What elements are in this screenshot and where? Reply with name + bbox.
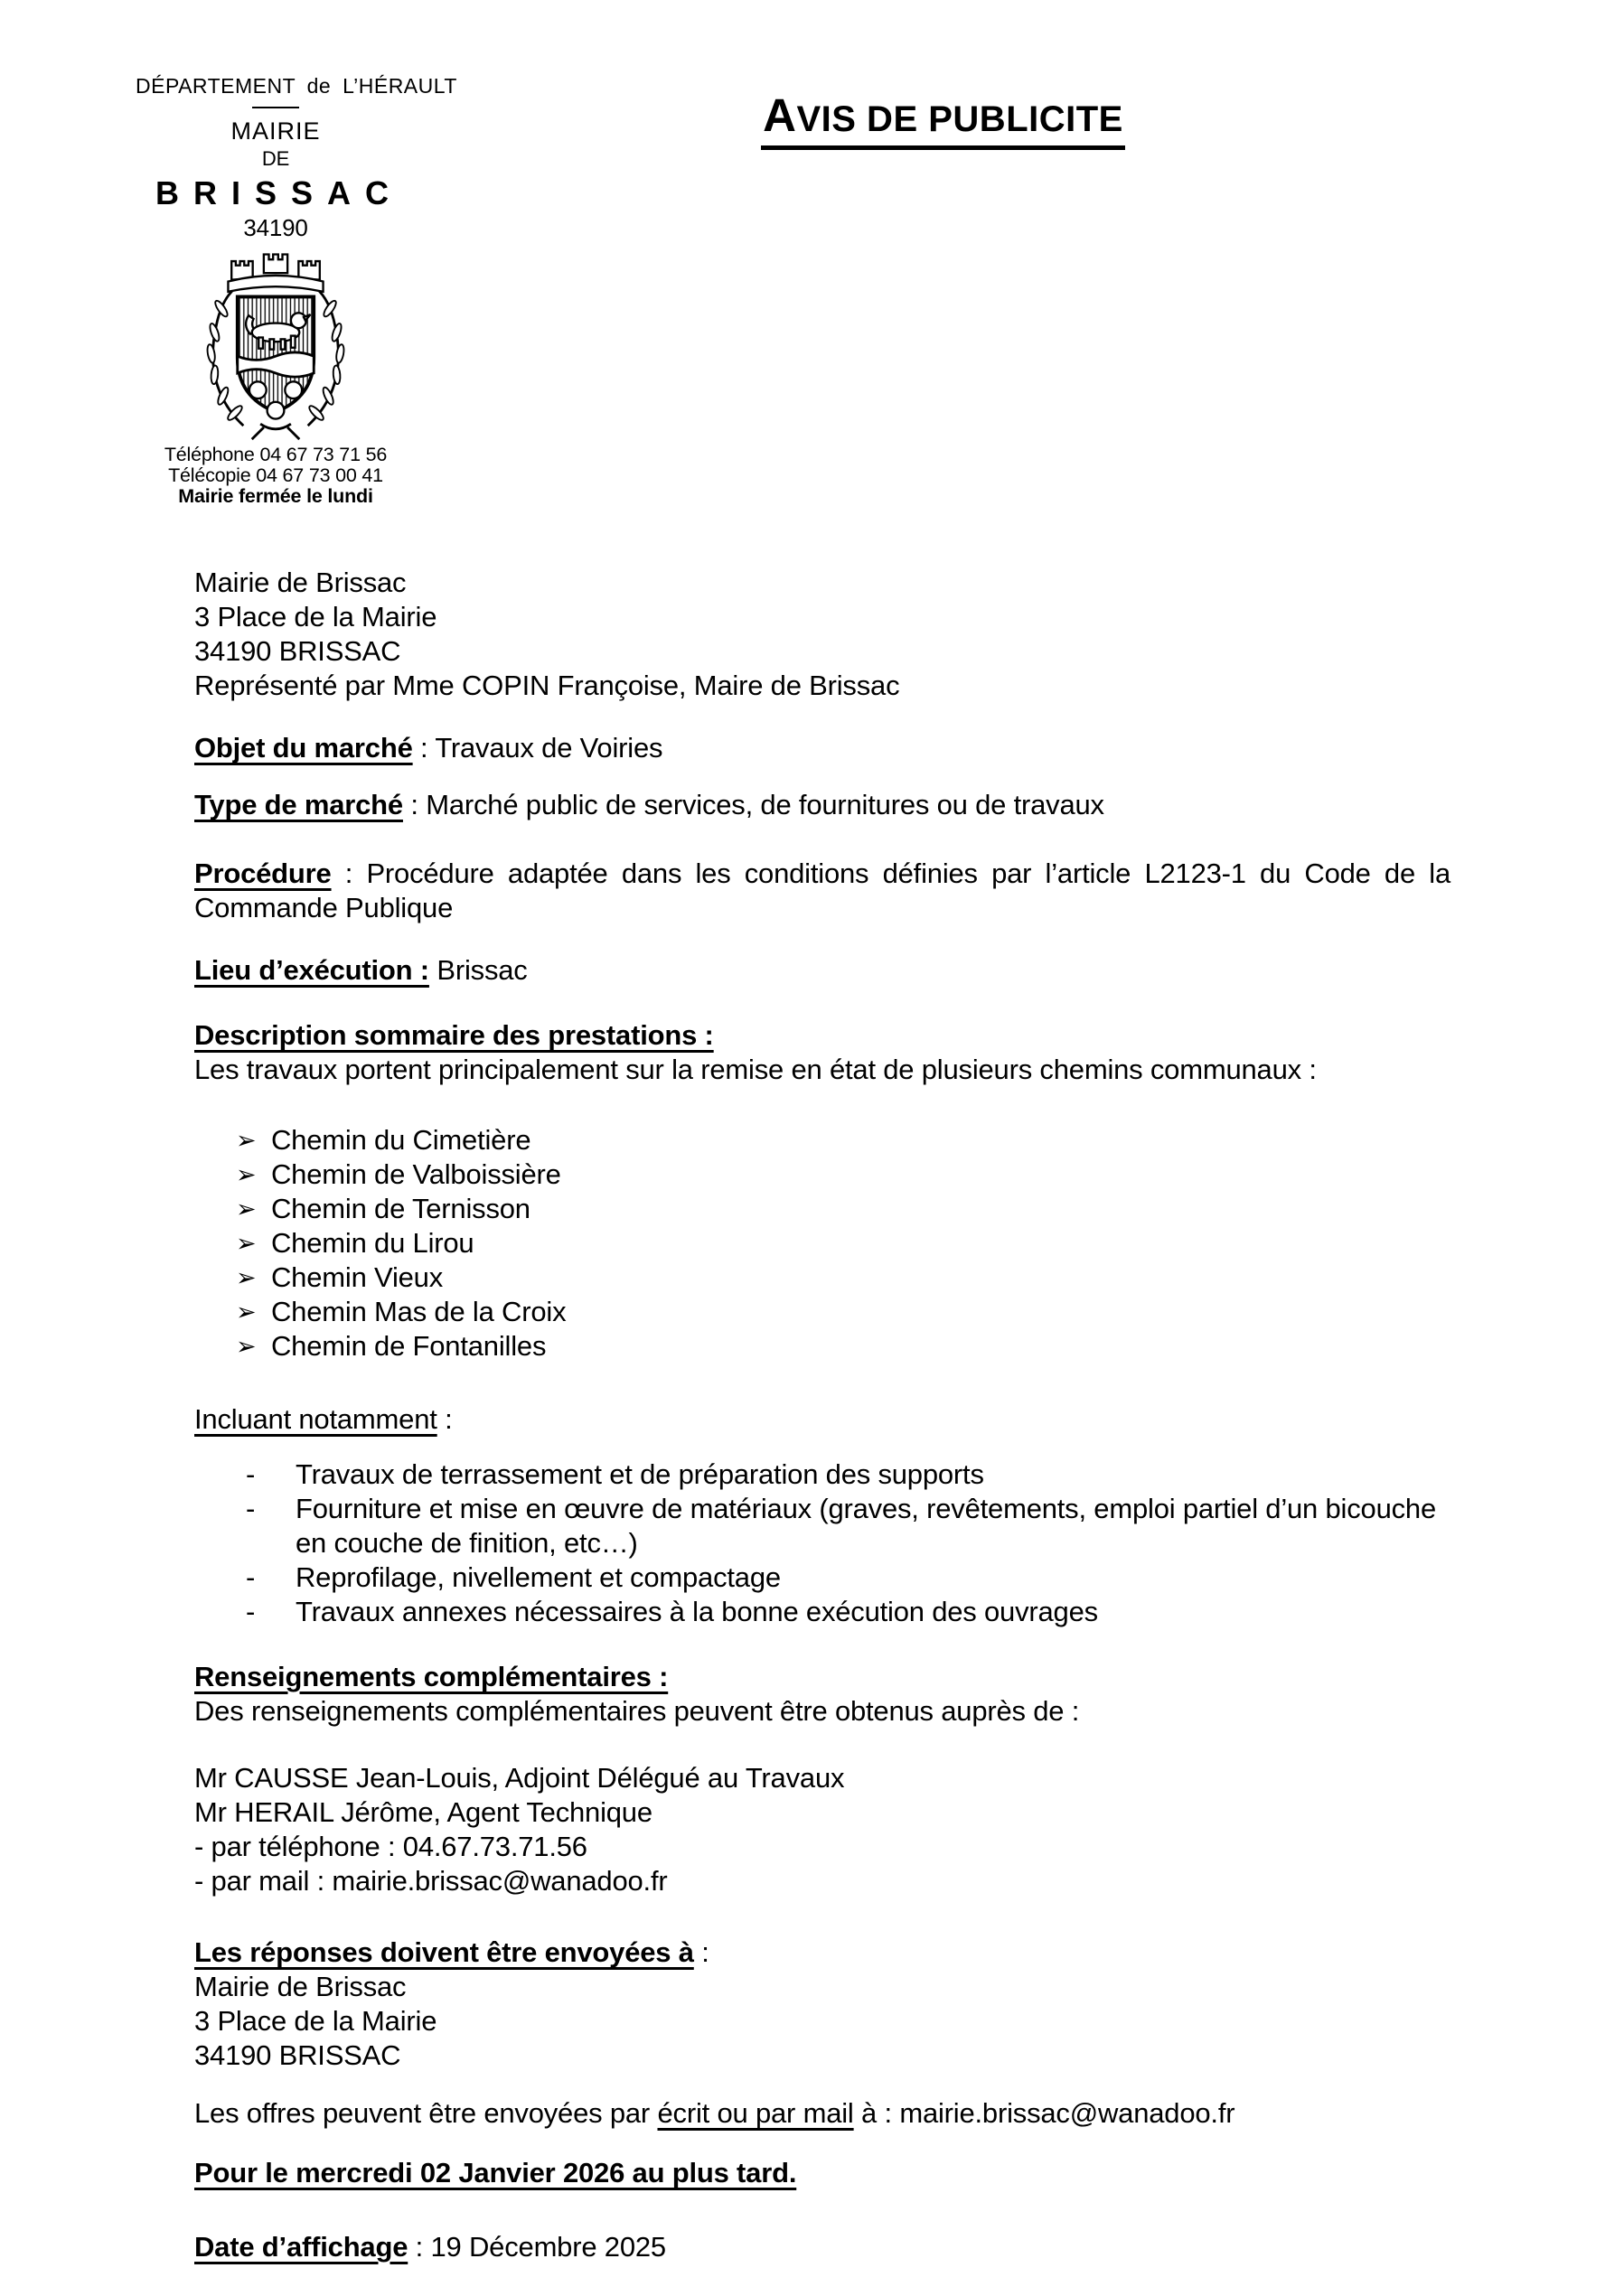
- issuer-address-block: [194, 566, 1450, 703]
- contact-line: Mr HERAIL Jérôme, Agent Technique: [194, 1796, 652, 1828]
- procedure-label: Procédure: [194, 857, 332, 889]
- list-item: [194, 1123, 1450, 1157]
- description-intro: Les travaux portent principalement sur la remise en état de plusieurs chemins communaux :: [194, 1054, 1317, 1085]
- list-item: [194, 1295, 1450, 1329]
- list-item: [194, 1595, 1450, 1629]
- reponse-address-line: 34190 BRISSAC: [194, 2039, 401, 2071]
- incluant-heading: Incluant notamment: [194, 1403, 437, 1435]
- chemin-name: Chemin Vieux: [271, 1261, 444, 1293]
- chemin-name: Chemin de Valboissière: [271, 1158, 561, 1190]
- deadline-text: Pour le mercredi 02 Janvier 2026 au plus tard.: [194, 2157, 797, 2188]
- chemin-name: Chemin de Ternisson: [271, 1193, 530, 1224]
- phone-line: Téléphone 04 67 73 71 56: [164, 444, 388, 465]
- issuer-line: Mairie de Brissac: [194, 567, 407, 598]
- contact-lines: [136, 445, 416, 507]
- arrow-bullet-icon: ➢: [236, 1161, 257, 1188]
- chemin-name: Chemin de Fontanilles: [271, 1330, 547, 1362]
- list-item: [194, 1157, 1450, 1192]
- list-item: [194, 1457, 1450, 1492]
- reponses-colon: :: [693, 1936, 709, 1968]
- deadline-line: [194, 2156, 1450, 2190]
- mairie-word: MAIRIE: [230, 117, 321, 145]
- renseignements-intro: Des renseignements complémentaires peuvent être obtenus auprès de :: [194, 1695, 1080, 1727]
- commune-letterhead-block: [136, 74, 457, 507]
- list-item: [194, 1329, 1450, 1364]
- list-item: [194, 1192, 1450, 1226]
- issuer-line: Représenté par Mme COPIN Françoise, Maire de Brissac: [194, 670, 900, 701]
- offres-sentence: [194, 2096, 1450, 2131]
- chemin-name: Chemin du Cimetière: [271, 1124, 531, 1156]
- prestation-text: Fourniture et mise en œuvre de matériaux (graves, revêtements, emploi partiel d’un bicouche en couche de finition, etc…): [296, 1493, 1437, 1559]
- objet-section: [194, 731, 1450, 765]
- procedure-value: Procédure adaptée dans les conditions définies par l’article L2123-1 du Code de la Commande Publique: [194, 857, 1450, 923]
- affichage-line: [194, 2230, 1450, 2264]
- closed-notice: Mairie fermée le lundi: [178, 485, 373, 507]
- offres-prefix: Les offres peuvent être envoyées par: [194, 2097, 658, 2129]
- chemins-list: [194, 1123, 1450, 1364]
- procedure-section: [194, 857, 1450, 925]
- document-body: [0, 566, 1624, 2264]
- title-initial: A: [763, 89, 797, 141]
- prestation-text: Travaux de terrassement et de préparation des supports: [296, 1458, 984, 1490]
- dash-bullet-icon: -: [246, 1596, 256, 1627]
- contact-phone-line: - par téléphone : 04.67.73.71.56: [194, 1831, 587, 1862]
- incluant-section: [194, 1402, 1450, 1629]
- reponses-section: [194, 1935, 1450, 2073]
- arrow-bullet-icon: ➢: [236, 1298, 257, 1326]
- contact-line: Mr CAUSSE Jean-Louis, Adjoint Délégué au Travaux: [194, 1762, 845, 1794]
- arrow-bullet-icon: ➢: [236, 1230, 257, 1257]
- reponses-heading: Les réponses doivent être envoyées à: [194, 1936, 694, 1968]
- description-heading: Description sommaire des prestations :: [194, 1019, 714, 1051]
- chemin-name: Chemin Mas de la Croix: [271, 1296, 567, 1327]
- issuer-line: 3 Place de la Mairie: [194, 601, 437, 633]
- renseignements-section: [194, 1660, 1450, 1898]
- arrow-bullet-icon: ➢: [236, 1127, 257, 1154]
- contacts-block: [194, 1761, 1450, 1898]
- dash-bullet-icon: -: [246, 1458, 256, 1490]
- affichage-separator: :: [408, 2231, 431, 2263]
- contact-email-line: - par mail : mairie.brissac@wanadoo.fr: [194, 1865, 668, 1897]
- department-name: DÉPARTEMENT de L’HÉRAULT: [136, 74, 457, 98]
- prestations-list: [194, 1457, 1450, 1629]
- type-value: Marché public de services, de fournitures ou de travaux: [426, 789, 1104, 820]
- reponse-address-line: Mairie de Brissac: [194, 1971, 407, 2002]
- list-item: [194, 1492, 1450, 1560]
- fax-line: Télécopie 04 67 73 00 41: [168, 464, 383, 486]
- renseignements-heading: Renseignements complémentaires :: [194, 1661, 669, 1692]
- arrow-bullet-icon: ➢: [236, 1195, 257, 1223]
- list-item: [194, 1560, 1450, 1595]
- page-title: [761, 90, 1125, 150]
- objet-value: Travaux de Voiries: [435, 732, 663, 764]
- dash-bullet-icon: -: [246, 1493, 256, 1524]
- offres-suffix: à : mairie.brissac@wanadoo.fr: [853, 2097, 1235, 2129]
- reponse-address-line: 3 Place de la Mairie: [194, 2005, 437, 2037]
- procedure-separator: :: [331, 857, 367, 889]
- commune-name: BRISSAC: [155, 174, 404, 211]
- lieu-value: Brissac: [437, 954, 528, 986]
- title-block: [416, 74, 1470, 150]
- prestation-text: Travaux annexes nécessaires à la bonne exécution des ouvrages: [296, 1596, 1098, 1627]
- arrow-bullet-icon: ➢: [236, 1264, 257, 1291]
- issuer-line: 34190 BRISSAC: [194, 635, 401, 667]
- offres-underlined: écrit ou par mail: [657, 2097, 854, 2129]
- title-rest: VIS DE PUBLICITE: [796, 99, 1123, 139]
- lieu-label: Lieu d’exécution :: [194, 954, 429, 986]
- objet-label: Objet du marché: [194, 732, 413, 764]
- description-section: [194, 1018, 1450, 1364]
- prestation-text: Reprofilage, nivellement et compactage: [296, 1561, 781, 1593]
- postal-code: 34190: [243, 214, 308, 241]
- lieu-section: [194, 953, 1450, 988]
- list-item: [194, 1260, 1450, 1295]
- affichage-value: 19 Décembre 2025: [430, 2231, 666, 2263]
- type-label: Type de marché: [194, 789, 403, 820]
- dash-bullet-icon: -: [246, 1561, 256, 1593]
- objet-separator: :: [412, 732, 436, 764]
- list-item: [194, 1226, 1450, 1260]
- letterhead-divider: [252, 107, 299, 108]
- affichage-label: Date d’affichage: [194, 2231, 408, 2263]
- arrow-bullet-icon: ➢: [236, 1333, 257, 1360]
- incluant-colon: :: [437, 1403, 453, 1435]
- chemin-name: Chemin du Lirou: [271, 1227, 474, 1259]
- de-word: DE: [261, 147, 290, 170]
- brissac-coat-of-arms-logo: [191, 248, 361, 441]
- type-section: [194, 788, 1450, 822]
- type-separator: :: [402, 789, 427, 820]
- letterhead: [0, 0, 1624, 506]
